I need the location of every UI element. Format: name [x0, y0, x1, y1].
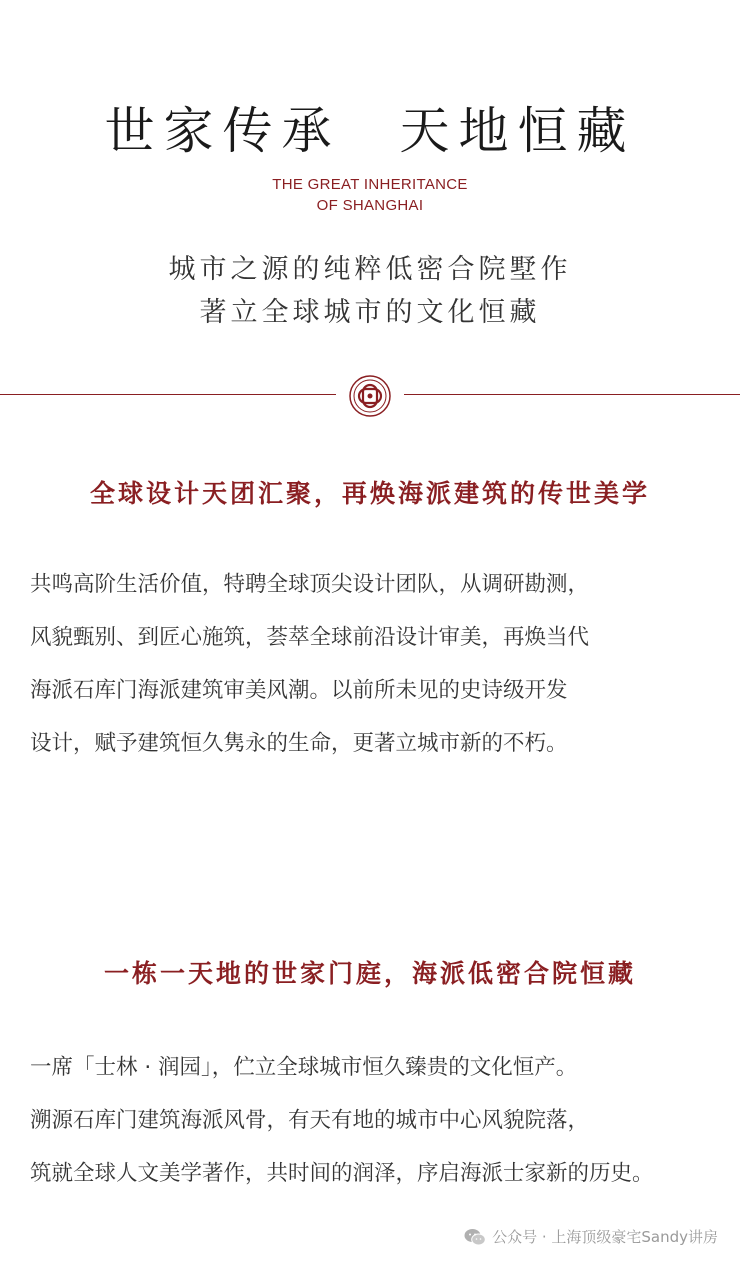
english-subtitle-line-2: OF SHANGHAI: [316, 197, 424, 214]
paragraph-line: 海派石库门海派建筑审美风潮。以前所未见的史诗级开发: [30, 678, 568, 703]
tagline-line-2: 著立全球城市的文化恒藏: [199, 297, 541, 328]
section-heading-design: 全球设计天团汇聚，再焕海派建筑的传世美学: [89, 479, 650, 508]
section-heading-courtyard: 一栋一天地的世家门庭，海派低密合院恒藏: [103, 959, 636, 988]
paragraph-line: 筑就全球人文美学著作，共时间的润泽，序启海派士家新的历史。: [30, 1161, 654, 1186]
english-subtitle: [0, 174, 740, 216]
watermark: [464, 1226, 718, 1247]
tagline-line-1: 城市之源的纯粹低密合院墅作: [168, 254, 572, 285]
divider-left: [0, 394, 336, 395]
page-title: 世家传承 天地恒藏: [104, 102, 636, 160]
watermark-text: 公众号 · 上海顶级豪宅Sandy讲房: [492, 1228, 718, 1246]
paragraph-line: 溯源石库门建筑海派风骨，有天有地的城市中心风貌院落，: [30, 1108, 590, 1133]
section-paragraph-courtyard: [30, 1041, 720, 1200]
paragraph-line: 一席「士林 · 润园」，伫立全球城市恒久臻贵的文化恒产。: [30, 1055, 578, 1080]
paragraph-line: 风貌甄别、到匠心施筑，荟萃全球前沿设计审美，再焕当代: [30, 625, 590, 650]
paragraph-line: 设计，赋予建筑恒久隽永的生命，更著立城市新的不朽。: [30, 731, 568, 756]
ornament-emblem-icon: [348, 374, 392, 418]
divider-right: [404, 394, 740, 395]
english-subtitle-line-1: THE GREAT INHERITANCE: [272, 176, 468, 193]
paragraph-line: 共鸣高阶生活价值，特聘全球顶尖设计团队，从调研勘测，: [30, 572, 590, 597]
section-paragraph-design: [30, 558, 720, 770]
wechat-icon: [464, 1228, 486, 1246]
